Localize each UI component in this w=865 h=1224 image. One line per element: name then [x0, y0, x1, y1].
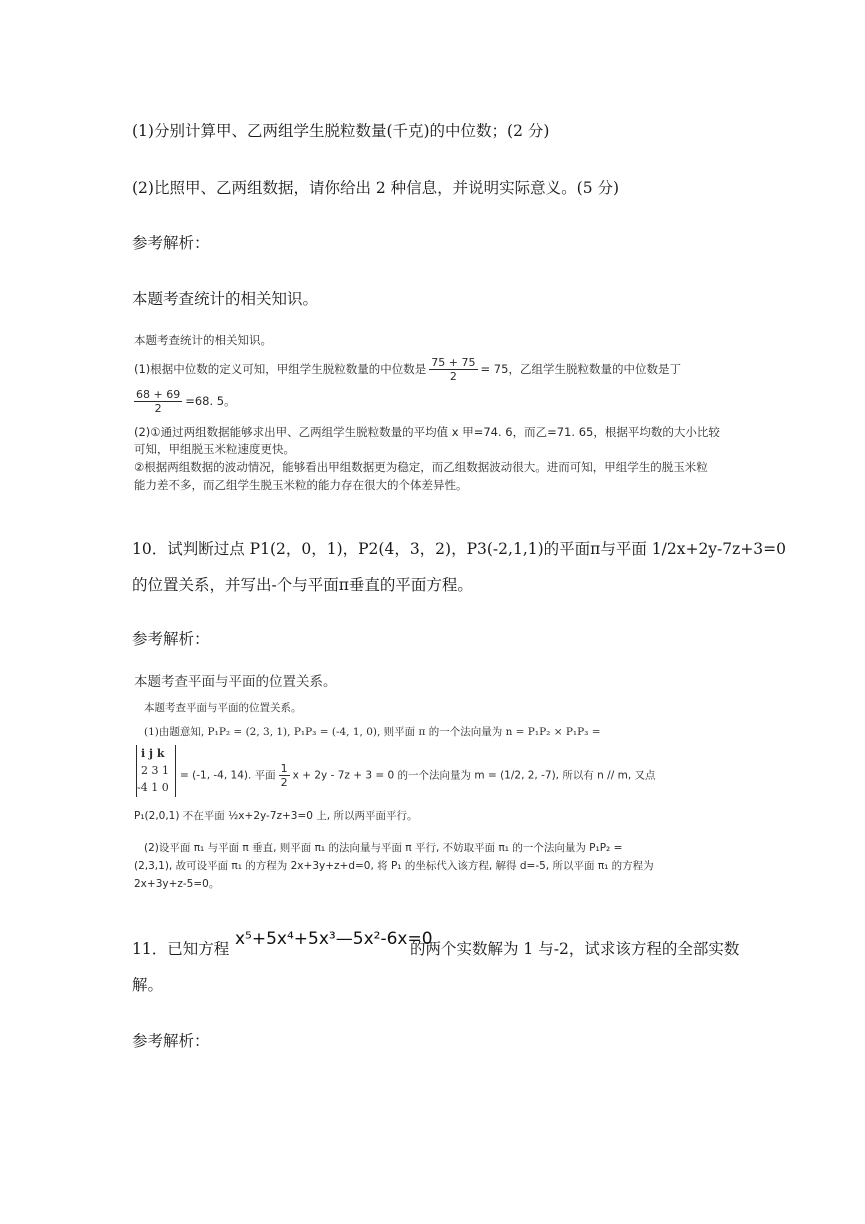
- q9-image-line1: [134, 356, 681, 383]
- q9-line2-suffix: =68. 5。: [185, 394, 236, 408]
- q11-reference-label: 参考解析：: [132, 1032, 210, 1050]
- q9-image-line2: [134, 388, 236, 415]
- q9-line1-eq: = 75: [480, 362, 509, 376]
- q10-line2-a: = (-1, -4, 14). 平面: [180, 769, 276, 782]
- q10-image-subtitle: 本题考查平面与平面的位置关系。: [144, 702, 302, 714]
- q9-fraction-2-numerator: 68 + 69: [136, 388, 181, 401]
- q10-image-line3: P₁(2,0,1) 不在平面 ½x+2y-7z+3=0 上, 所以两平面平行。: [134, 810, 418, 822]
- q9-part2: (2)比照甲、乙两组数据，请你给出 2 种信息，并说明实际意义。(5 分): [132, 179, 620, 197]
- q10-fraction: [279, 762, 290, 789]
- q9-fraction-2: [134, 388, 182, 415]
- q9-image-line4: 可知，甲组脱玉米粒速度更快。: [134, 442, 295, 456]
- q10-det-row2: 2 3 1: [141, 764, 169, 777]
- q9-intro: 本题考查统计的相关知识。: [132, 290, 319, 308]
- q9-part1: (1)分别计算甲、乙两组学生脱粒数量(千克)的中位数；(2 分): [132, 122, 550, 140]
- q9-solution-image: [134, 330, 734, 498]
- q10-det-row3: -4 1 0: [137, 781, 169, 794]
- q9-image-title: 本题考查统计的相关知识。: [134, 333, 272, 347]
- q10-reference-label: 参考解析：: [132, 630, 210, 648]
- q10-image-line1: (1)由题意知, P₁P₂ = (2, 3, 1), P₁P₃ = (-4, 1, 0), 则平面 π 的一个法向量为 n = P₁P₂ × P₁P₃ =: [144, 726, 601, 738]
- q9-image-line6: 能力差不多，而乙组学生脱玉米粒的能力存在很大的个体差异性。: [134, 478, 468, 492]
- q11-prefix: 11．已知方程: [132, 940, 230, 958]
- q10-solution-image: [134, 670, 734, 895]
- q9-line1-text: (1)根据中位数的定义可知，甲组学生脱粒数量的中位数是: [134, 362, 427, 376]
- q9-image-line3: (2)①通过两组数据能够求出甲、乙两组学生脱粒数量的平均值 x 甲=74. 6，而乙=71. 65，根据平均数的大小比较: [134, 425, 720, 439]
- q10-fraction-numerator: 1: [280, 762, 288, 775]
- q11-equation-image: x⁵+5x⁴+5x³—5x²-6x=0: [235, 929, 433, 949]
- q10-image-line6: 2x+3y+z-5=0。: [134, 878, 220, 890]
- q10-fraction-denominator: 2: [280, 776, 288, 789]
- q10-line2: 的位置关系，并写出-个与平面π垂直的平面方程。: [132, 576, 473, 594]
- q10-image-line5: (2,3,1), 故可设平面 π₁ 的方程为 2x+3y+z+d=0, 将 P₁ 的坐标代入该方程, 解得 d=-5, 所以平面 π₁ 的方程为: [134, 860, 654, 872]
- q10-line2-b: x + 2y - 7z + 3 = 0 的一个法向量为 m = (1/2, 2, -7), 所以有 n // m, 又点: [292, 769, 656, 782]
- q9-reference-label: 参考解析：: [132, 234, 210, 252]
- q10-line1: 10．试判断过点 P1(2，0，1)，P2(4，3，2)，P3(-2,1,1)的平面π与平面 1/2x+2y-7z+3=0: [132, 540, 787, 558]
- q11-line2: 解。: [132, 976, 164, 994]
- q10-determinant: [136, 745, 176, 797]
- q10-image-title: 本题考查平面与平面的位置关系。: [134, 674, 337, 690]
- q9-fraction-1: [429, 356, 477, 383]
- q11-suffix: 的两个实数解为 1 与-2，试求该方程的全部实数: [410, 940, 740, 958]
- q10-det-row1: i j k: [141, 747, 165, 760]
- q9-image-line5: ②根据两组数据的波动情况，能够看出甲组数据更为稳定，而乙组数据波动很大。进而可知，甲组学生的脱玉米粒: [134, 460, 708, 474]
- q9-fraction-1-denominator: 2: [449, 370, 457, 383]
- q10-image-line4: (2)设平面 π₁ 与平面 π 垂直, 则平面 π₁ 的法向量与平面 π 平行, 不妨取平面 π₁ 的一个法向量为 P₁P₂ =: [144, 842, 623, 854]
- q9-line1-suffix: ，乙组学生脱粒数量的中位数是丁: [508, 362, 681, 376]
- q9-fraction-2-denominator: 2: [154, 402, 162, 415]
- q10-image-line2: [180, 762, 656, 789]
- q9-fraction-1-numerator: 75 + 75: [431, 356, 476, 369]
